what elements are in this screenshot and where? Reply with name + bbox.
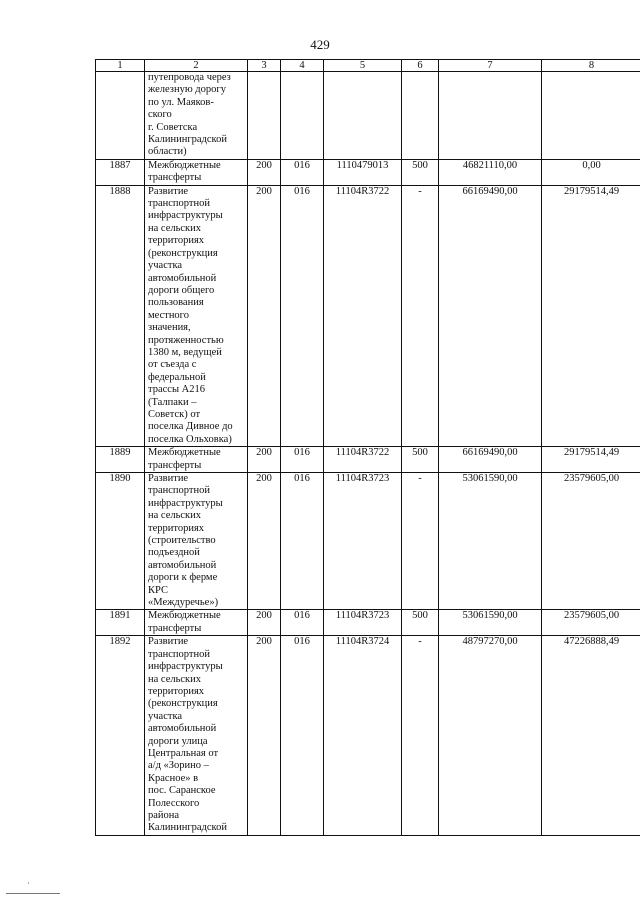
section-cell: 016 <box>281 159 324 185</box>
ved-cell: 200 <box>248 636 281 836</box>
section-cell: 016 <box>281 447 324 473</box>
table-row <box>96 185 640 447</box>
row-number-cell: 1888 <box>96 185 145 447</box>
row-number-cell: 1889 <box>96 447 145 473</box>
target-article-cell: 11104R3723 <box>324 610 402 636</box>
section-cell: 016 <box>281 610 324 636</box>
amount-cell: 66169490,00 <box>439 447 542 473</box>
amount-cell: 23579605,00 <box>542 610 640 636</box>
row-number-cell <box>96 72 145 160</box>
ved-cell: 200 <box>248 159 281 185</box>
expense-type-cell: 500 <box>402 447 439 473</box>
amount-cell: 53061590,00 <box>439 473 542 610</box>
header-row <box>96 60 640 72</box>
column-header: 4 <box>281 60 324 72</box>
amount-cell: 23579605,00 <box>542 473 640 610</box>
section-cell: 016 <box>281 185 324 447</box>
footnote-divider <box>6 893 60 894</box>
table-row <box>96 473 640 610</box>
column-header: 3 <box>248 60 281 72</box>
name-cell: Развитие транспортной инфраструктуры на сельских территориях (реконструкция участка автомобильной дороги общего пользования местного значения, протяженностью 1380 м, ведущей от съезда с федеральной трассы А216 (Талпаки – Советск) от поселка Дивное до поселка Ольховка) <box>145 185 248 447</box>
expense-type-cell: - <box>402 185 439 447</box>
expense-type-cell: - <box>402 636 439 836</box>
section-cell <box>281 72 324 160</box>
page-number: 429 <box>310 37 330 52</box>
name-cell: путепровода через железную дорогу по ул. Маяков- ского г. Советска Калининградской области) <box>145 72 248 160</box>
scan-mark: · <box>27 878 30 888</box>
expense-type-cell: - <box>402 473 439 610</box>
name-cell: Межбюджетные трансферты <box>145 159 248 185</box>
name-cell: Развитие транспортной инфраструктуры на сельских территориях (строительство подъездной автомобильной дороги к ферме КРС «Междуречье») <box>145 473 248 610</box>
amount-cell: 29179514,49 <box>542 447 640 473</box>
expense-type-cell <box>402 72 439 160</box>
amount-cell: 46821110,00 <box>439 159 542 185</box>
column-header: 1 <box>96 60 145 72</box>
amount-cell: 66169490,00 <box>439 185 542 447</box>
ved-cell <box>248 72 281 160</box>
table-row <box>96 447 640 473</box>
amount-cell <box>439 72 542 160</box>
amount-cell: 48797270,00 <box>439 636 542 836</box>
target-article-cell: 11104R3723 <box>324 473 402 610</box>
target-article-cell: 11104R3724 <box>324 636 402 836</box>
section-cell: 016 <box>281 473 324 610</box>
table-row <box>96 610 640 636</box>
row-number-cell: 1892 <box>96 636 145 836</box>
table-row <box>96 636 640 836</box>
ved-cell: 200 <box>248 473 281 610</box>
target-article-cell: 1110479013 <box>324 159 402 185</box>
target-article-cell <box>324 72 402 160</box>
row-number-cell: 1887 <box>96 159 145 185</box>
table-row <box>96 72 640 160</box>
expense-type-cell: 500 <box>402 610 439 636</box>
ved-cell: 200 <box>248 610 281 636</box>
amount-cell: 29179514,49 <box>542 185 640 447</box>
ved-cell: 200 <box>248 185 281 447</box>
amount-cell: 53061590,00 <box>439 610 542 636</box>
target-article-cell: 11104R3722 <box>324 185 402 447</box>
section-cell: 016 <box>281 636 324 836</box>
column-header: 8 <box>542 60 640 72</box>
name-cell: Межбюджетные трансферты <box>145 447 248 473</box>
row-number-cell: 1891 <box>96 610 145 636</box>
table-row <box>96 159 640 185</box>
amount-cell: 47226888,49 <box>542 636 640 836</box>
name-cell: Межбюджетные трансферты <box>145 610 248 636</box>
column-header: 6 <box>402 60 439 72</box>
expense-type-cell: 500 <box>402 159 439 185</box>
row-number-cell: 1890 <box>96 473 145 610</box>
target-article-cell: 11104R3722 <box>324 447 402 473</box>
amount-cell <box>542 72 640 160</box>
column-header: 2 <box>145 60 248 72</box>
column-header: 5 <box>324 60 402 72</box>
budget-table <box>95 59 640 836</box>
ved-cell: 200 <box>248 447 281 473</box>
column-header: 7 <box>439 60 542 72</box>
name-cell: Развитие транспортной инфраструктуры на сельских территориях (реконструкция участка автомобильной дороги улица Центральная от а/д «Зорино – Красное» в пос. Саранское Полесского района Калининградской <box>145 636 248 836</box>
amount-cell: 0,00 <box>542 159 640 185</box>
